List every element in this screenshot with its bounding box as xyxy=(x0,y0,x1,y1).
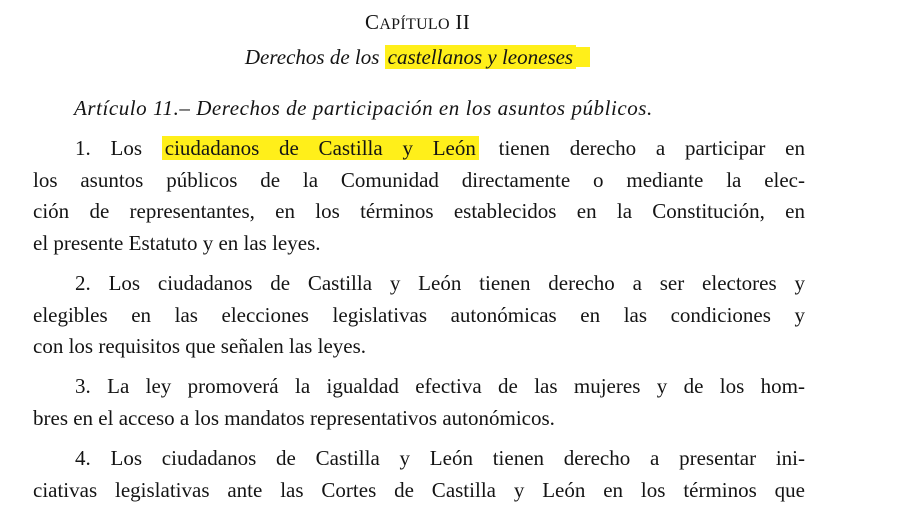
paragraph-line: 3. La ley promoverá la igualdad efectiva de las mujeres y de los hom- xyxy=(75,374,805,398)
highlighted-text: ciudadanos de Castilla y León xyxy=(162,136,479,160)
paragraph-4 xyxy=(33,443,805,505)
paragraph-line: bres en el acceso a los mandatos representativos autonómicos. xyxy=(33,405,555,430)
chapter-label-rest: APÍTULO xyxy=(379,16,450,33)
paragraph-3 xyxy=(33,371,805,434)
line-text: tienen derecho a participar en xyxy=(478,136,805,160)
paragraph-line: ciativas legislativas ante las Cortes de Castilla y León en los términos que xyxy=(33,477,805,502)
highlighted-text: castellanos y leoneses xyxy=(385,45,576,69)
chapter-subtitle xyxy=(0,45,835,70)
paragraph-line: con los requisitos que señalen las leyes. xyxy=(33,334,367,358)
paragraph-line: el presente Estatuto y en las leyes. xyxy=(33,230,321,255)
paragraph-line xyxy=(33,133,805,165)
chapter-label-initial: C xyxy=(365,10,380,34)
highlight-tail xyxy=(576,47,590,67)
line-text: 1. Los xyxy=(75,136,162,160)
chapter-number: II xyxy=(449,10,470,34)
paragraph-line: 4. Los ciudadanos de Castilla y León tienen derecho a presentar ini- xyxy=(75,446,805,470)
paragraph-line: elegibles en las elecciones legislativas autonómicas en las condiciones y xyxy=(33,302,805,327)
paragraph-line: ción de representantes, en los términos establecidos en la Constitución, en xyxy=(33,199,805,223)
chapter-heading xyxy=(0,10,835,35)
chapter-subtitle-text: Derechos de los xyxy=(244,45,385,69)
paragraph-line: 2. Los ciudadanos de Castilla y León tienen derecho a ser electores y xyxy=(75,271,805,295)
paragraph-1 xyxy=(33,133,805,259)
paragraph-line: los asuntos públicos de la Comunidad directamente o mediante la elec- xyxy=(33,167,805,192)
paragraph-2 xyxy=(33,268,805,363)
article-title: Artículo 11.– Derechos de participación en los asuntos públicos. xyxy=(74,96,653,120)
